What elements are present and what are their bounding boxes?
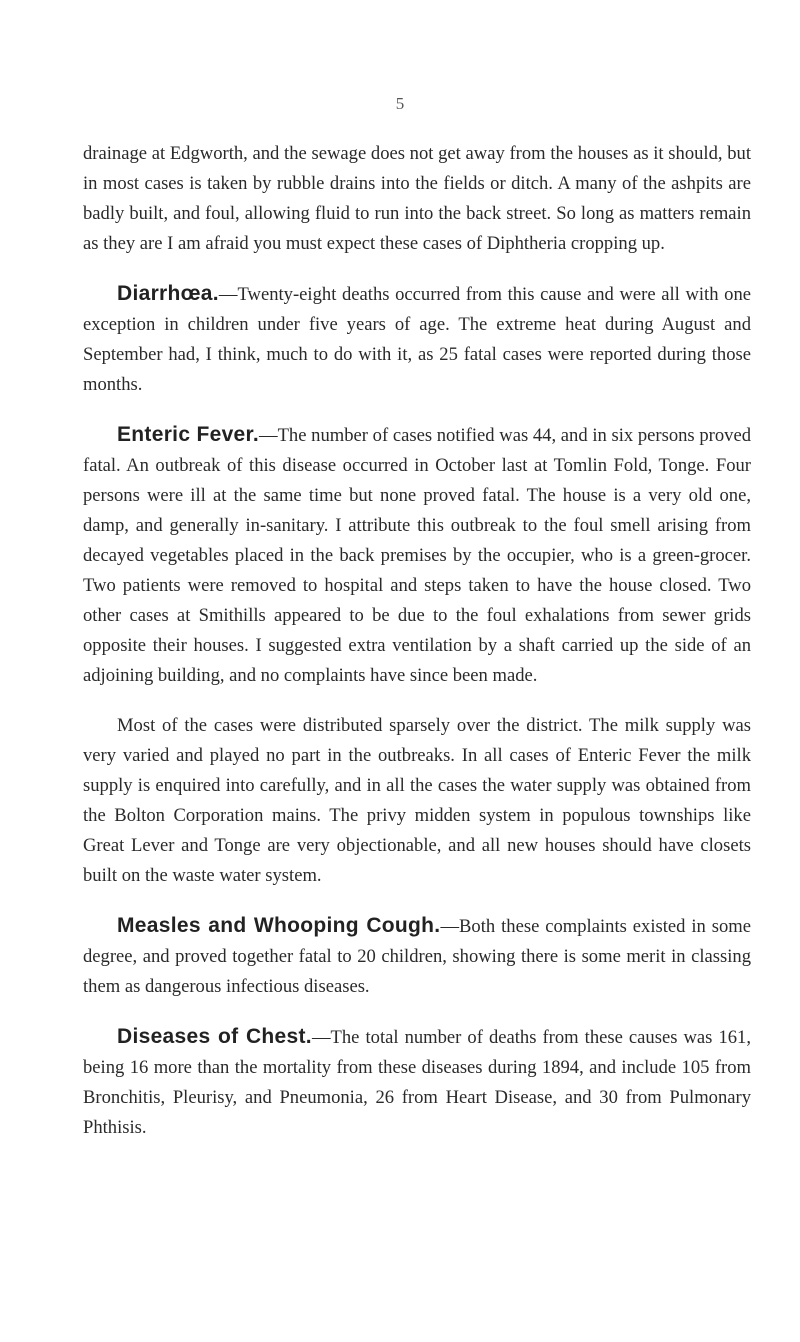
paragraph-diarrhoea <box>83 279 751 400</box>
paragraph-measles <box>83 911 751 1002</box>
section-heading-chest: Diseases of Chest. <box>117 1025 312 1048</box>
section-heading-diarrhoea: Diarrhœa. <box>117 282 219 305</box>
paragraph-diarrhoea-text: —Twenty-eight deaths occurred from this cause and were all with one exception in children under five years of age. The extreme heat during August and September had, I think, much to do with it, as 25 fatal cases were reported during those months. <box>83 284 751 395</box>
section-heading-enteric-fever: Enteric Fever. <box>117 423 259 446</box>
paragraph-gap <box>83 1002 751 1022</box>
paragraph-measles-text: —Both these complaints existed in some degree, and proved together fatal to 20 children, showing there is some merit in classing them as dangerous infectious diseases. <box>83 916 751 997</box>
paragraph-gap <box>83 259 751 279</box>
paragraph-enteric-fever <box>83 420 751 691</box>
section-heading-measles: Measles and Whooping Cough. <box>117 914 441 937</box>
paragraph-distribution: Most of the cases were distributed sparsely over the district. The milk supply was very varied and played no part in the outbreaks. In all cases of Enteric Fever the milk supply is enquired into carefully, and in all the cases the water supply was obtained from the Bolton Corporation mains. The privy midden system in populous townships like Great Lever and Tonge are very objectionable, and all new houses should have closets built on the waste water system. <box>83 715 751 886</box>
paragraph-gap <box>83 400 751 420</box>
paragraph-chest-text: —The total number of deaths from these causes was 161, being 16 more than the mortality from these diseases during 1894, and include 105 from Bronchitis, Pleurisy, and Pneumonia, 26 from Heart Disease, and 30 from Pulmonary Phthisis. <box>83 1027 751 1138</box>
paragraph-gap <box>83 691 751 711</box>
paragraph-enteric-fever-text: —The number of cases notified was 44, and in six persons proved fatal. An outbreak of this disease occurred in October last at Tomlin Fold, Tonge. Four persons were ill at the same time but none proved fatal. The house is a very old one, damp, and generally in-sanitary. I attribute this outbreak to the foul smell arising from decayed vegetables placed in the back premises by the occupier, who is a green-grocer. Two patients were removed to hospital and steps taken to have the house closed. Two other cases at Smithills appeared to be due to the foul exhalations from sewer grids opposite their houses. I suggested extra ventilation by a shaft carried up the side of an adjoining building, and no complaints have since been made. <box>83 425 751 686</box>
page-number: 5 <box>395 94 405 113</box>
paragraph-diphtheria-continued: drainage at Edgworth, and the sewage does not get away from the houses as it should, but in most cases is taken by rubble drains into the fields or ditch. A many of the ashpits are badly built, and foul, allowing fluid to run into the back street. So long as matters remain as they are I am afraid you must expect these cases of Diphtheria cropping up. <box>83 143 751 254</box>
body-text <box>83 139 751 1143</box>
paragraph-gap <box>83 891 751 911</box>
paragraph-chest <box>83 1022 751 1143</box>
